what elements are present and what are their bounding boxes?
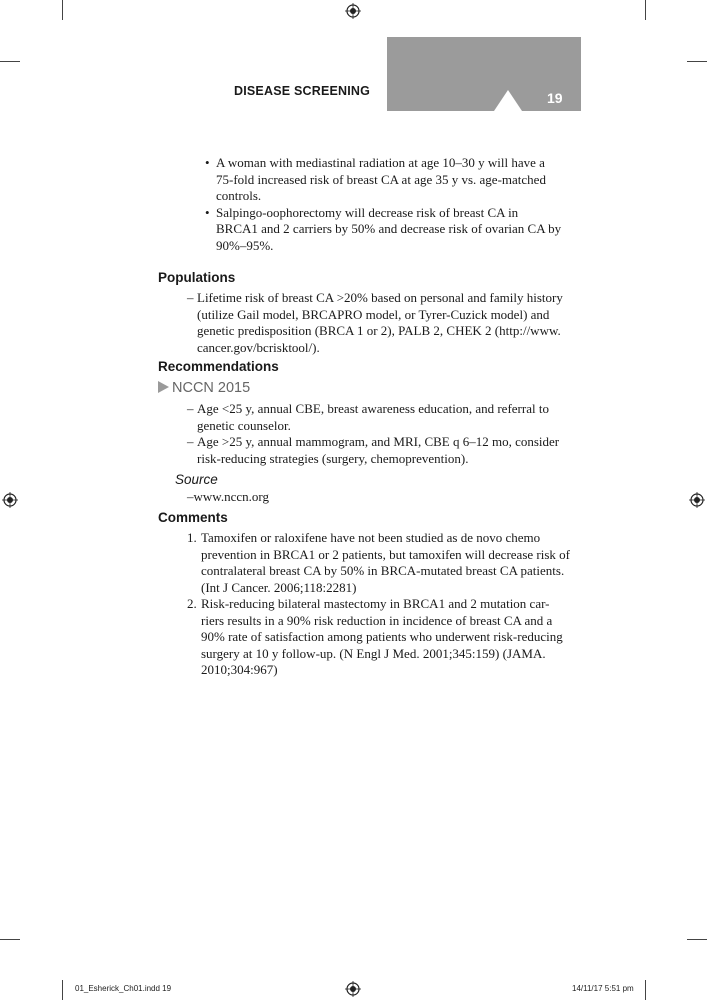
text-line: riers results in a 90% risk reduction in incidence of breast CA and a xyxy=(201,612,553,628)
tab-notch xyxy=(494,90,522,111)
bullet-line: 90%–95%. xyxy=(216,237,274,253)
footer-timestamp: 14/11/17 5:51 pm xyxy=(572,984,634,993)
nccn-label xyxy=(158,380,250,396)
org-name: NCCN 2015 xyxy=(172,380,251,396)
intro-bullet-list xyxy=(205,155,575,254)
recommendation-list xyxy=(187,401,587,467)
bullet-line: 75-fold increased risk of breast CA at age 35 y vs. age-matched xyxy=(216,171,546,187)
populations-text xyxy=(187,290,587,356)
text-line: (Int J Cancer. 2006;118:2281) xyxy=(201,579,357,595)
text-line: contralateral breast CA by 50% in BRCA-mutated breast CA patients. xyxy=(201,563,565,578)
crop-mark-top-left xyxy=(62,0,63,20)
populations-heading: Populations xyxy=(158,270,236,285)
comments-list xyxy=(187,530,587,679)
text-line: Age <25 y, annual CBE, breast awareness education, and referral to xyxy=(197,401,549,416)
crop-mark-top-right xyxy=(645,0,646,20)
list-item xyxy=(187,596,587,679)
recommendations-heading: Recommendations xyxy=(158,359,279,374)
bullet-icon: • xyxy=(205,155,210,170)
section-title: DISEASE SCREENING xyxy=(234,84,371,98)
bullet-line: controls. xyxy=(216,188,262,203)
text-line: risk-reducing strategies (surgery, chemoprevention). xyxy=(197,450,469,466)
comments-heading: Comments xyxy=(158,510,228,525)
text-line: Age >25 y, annual mammogram, and MRI, CBE q 6–12 mo, consider xyxy=(197,434,560,449)
crop-mark-left-top xyxy=(0,61,20,62)
text-line: Tamoxifen or raloxifene have not been studied as de novo chemo xyxy=(201,530,541,545)
text-line: 2010;304:967) xyxy=(201,662,278,677)
crop-mark-right-bottom xyxy=(687,939,707,940)
crop-mark-left-bottom xyxy=(0,939,20,940)
bullet-line: A woman with mediastinal radiation at age 10–30 y will have a xyxy=(216,155,545,170)
bullet-icon: • xyxy=(205,204,210,220)
text-line: genetic predisposition (BRCA 1 or 2), PALB 2, CHEK 2 (http://www. xyxy=(197,323,561,338)
registration-mark-icon xyxy=(345,3,361,19)
text-line: prevention in BRCA1 or 2 patients, but tamoxifen will decrease risk of xyxy=(201,546,570,562)
list-item: – Age >25 y, annual mammogram, and MRI, CBE q 6–12 mo, consider risk-reducing strategies (surgery, chemoprevention). xyxy=(187,434,587,467)
text-line: genetic counselor. xyxy=(197,417,291,433)
text-line: (utilize Gail model, BRCAPRO model, or Tyrer-Cuzick model) and xyxy=(197,306,550,322)
list-item: – Lifetime risk of breast CA >20% based on personal and family history (utilize Gail model, BRCAPRO model, or Tyrer-Cuzick model) and genetic predisposition (BRCA 1 or 2), PALB 2, CHEK 2 (http://www. cancer.gov/bcrisktool/). xyxy=(187,290,587,356)
source-link[interactable]: www.nccn.org xyxy=(193,489,269,504)
source-url: –www.nccn.org xyxy=(187,489,269,504)
crop-mark-bottom-right xyxy=(645,980,646,1000)
page-number: 19 xyxy=(547,90,563,106)
text-line: cancer.gov/bcrisktool/). xyxy=(197,339,320,355)
list-item xyxy=(205,205,575,255)
text-line: Lifetime risk of breast CA >20% based on personal and family history xyxy=(197,290,563,305)
footer-filename: 01_Esherick_Ch01.indd 19 xyxy=(75,984,172,993)
item-number: 2. xyxy=(187,596,197,611)
registration-mark-icon xyxy=(345,981,361,997)
item-number: 1. xyxy=(187,530,197,545)
bullet-line: BRCA1 and 2 carriers by 50% and decrease risk of ovarian CA by xyxy=(216,221,562,236)
text-line: surgery at 10 y follow-up. (N Engl J Med. 2001;345:159) (JAMA. xyxy=(201,645,546,661)
registration-mark-icon xyxy=(2,492,18,508)
list-item: – Age <25 y, annual CBE, breast awareness education, and referral to genetic counselor. xyxy=(187,401,587,434)
crop-mark-right-top xyxy=(687,61,707,62)
registration-mark-icon xyxy=(689,492,705,508)
text-line: Risk-reducing bilateral mastectomy in BRCA1 and 2 mutation car- xyxy=(201,596,550,611)
source-label: Source xyxy=(175,472,218,487)
bullet-line: Salpingo-oophorectomy will decrease risk of breast CA in xyxy=(216,204,519,220)
list-item xyxy=(187,530,587,596)
text-line: 90% rate of satisfaction among patients who underwent risk-reducing xyxy=(201,629,563,644)
crop-mark-bottom-left xyxy=(62,980,63,1000)
list-item xyxy=(205,155,575,205)
triangle-right-icon xyxy=(158,381,169,393)
